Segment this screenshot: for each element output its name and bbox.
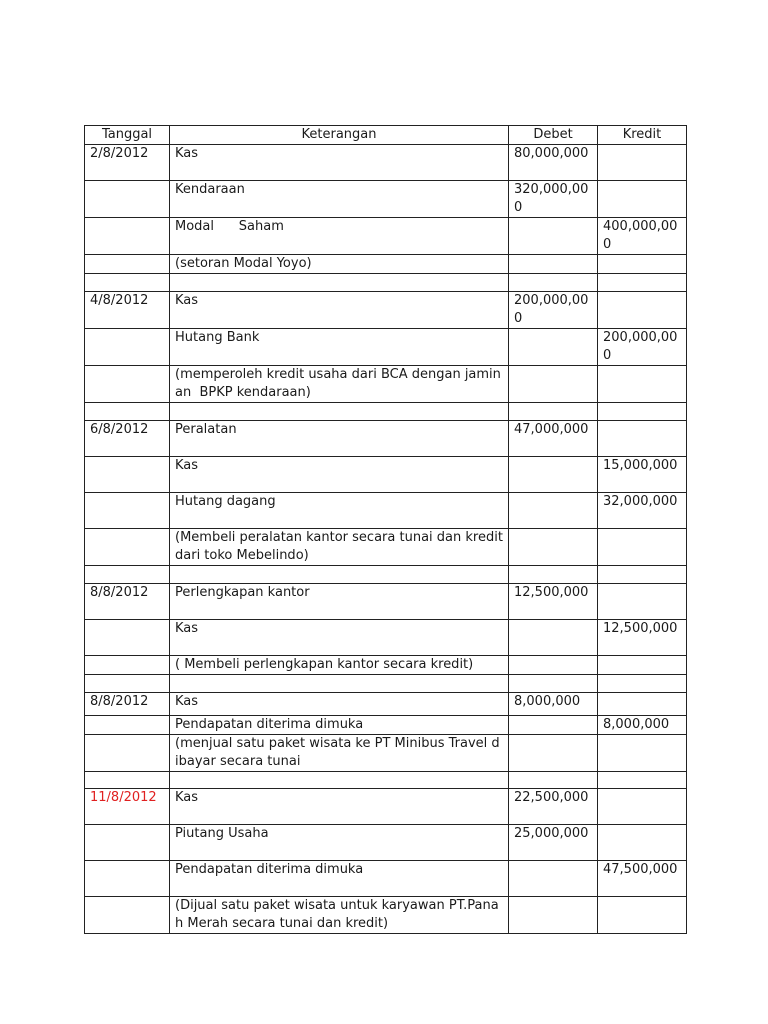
cell-debet: 47,000,000 — [509, 421, 598, 457]
cell-kredit — [598, 181, 687, 218]
table-row — [85, 566, 687, 584]
cell-keterangan — [170, 772, 509, 789]
table-row — [85, 897, 687, 934]
cell-tanggal — [85, 656, 170, 675]
cell-debet: 320,000,000 — [509, 181, 598, 218]
table-row — [85, 789, 687, 825]
cell-keterangan: (Membeli peralatan kantor secara tunai dan kredit dari toko Mebelindo) — [170, 529, 509, 566]
cell-debet: 12,500,000 — [509, 584, 598, 620]
cell-debet — [509, 403, 598, 421]
table-row — [85, 656, 687, 675]
table-row — [85, 772, 687, 789]
table-row — [85, 529, 687, 566]
cell-keterangan: Kas — [170, 693, 509, 716]
cell-debet — [509, 529, 598, 566]
cell-keterangan — [170, 274, 509, 292]
cell-debet — [509, 255, 598, 274]
cell-tanggal: 4/8/2012 — [85, 292, 170, 329]
cell-tanggal — [85, 897, 170, 934]
cell-debet — [509, 656, 598, 675]
header-keterangan: Keterangan — [170, 126, 509, 145]
cell-tanggal — [85, 620, 170, 656]
cell-kredit — [598, 421, 687, 457]
table-row — [85, 457, 687, 493]
cell-kredit — [598, 897, 687, 934]
table-row — [85, 329, 687, 366]
cell-tanggal — [85, 255, 170, 274]
cell-tanggal — [85, 735, 170, 772]
cell-tanggal — [85, 493, 170, 529]
cell-tanggal: 8/8/2012 — [85, 693, 170, 716]
cell-debet — [509, 897, 598, 934]
cell-keterangan: Kendaraan — [170, 181, 509, 218]
cell-kredit — [598, 789, 687, 825]
cell-debet — [509, 218, 598, 255]
cell-tanggal — [85, 675, 170, 693]
cell-keterangan: Kas — [170, 457, 509, 493]
cell-tanggal — [85, 566, 170, 584]
cell-debet — [509, 274, 598, 292]
cell-keterangan: Peralatan — [170, 421, 509, 457]
cell-debet: 25,000,000 — [509, 825, 598, 861]
table-row — [85, 735, 687, 772]
table-row — [85, 292, 687, 329]
cell-tanggal — [85, 274, 170, 292]
cell-debet — [509, 566, 598, 584]
header-row — [85, 126, 687, 145]
cell-kredit — [598, 656, 687, 675]
table-row — [85, 255, 687, 274]
cell-tanggal — [85, 329, 170, 366]
header-kredit: Kredit — [598, 126, 687, 145]
cell-keterangan: Hutang Bank — [170, 329, 509, 366]
cell-keterangan: Kas — [170, 145, 509, 181]
cell-kredit — [598, 274, 687, 292]
cell-kredit — [598, 145, 687, 181]
cell-keterangan: Hutang dagang — [170, 493, 509, 529]
cell-kredit: 32,000,000 — [598, 493, 687, 529]
cell-tanggal — [85, 529, 170, 566]
cell-debet — [509, 366, 598, 403]
table-row — [85, 421, 687, 457]
cell-debet — [509, 493, 598, 529]
cell-kredit — [598, 529, 687, 566]
cell-tanggal — [85, 366, 170, 403]
cell-debet — [509, 675, 598, 693]
cell-tanggal: 11/8/2012 — [85, 789, 170, 825]
cell-kredit — [598, 693, 687, 716]
cell-debet: 80,000,000 — [509, 145, 598, 181]
header-tanggal: Tanggal — [85, 126, 170, 145]
cell-keterangan: ( Membeli perlengkapan kantor secara kredit) — [170, 656, 509, 675]
cell-keterangan: Kas — [170, 292, 509, 329]
cell-tanggal — [85, 716, 170, 735]
cell-tanggal — [85, 218, 170, 255]
cell-keterangan — [170, 403, 509, 421]
table-row — [85, 366, 687, 403]
cell-debet: 8,000,000 — [509, 693, 598, 716]
cell-kredit: 200,000,000 — [598, 329, 687, 366]
cell-debet — [509, 735, 598, 772]
cell-keterangan: (Dijual satu paket wisata untuk karyawan PT.Panah Merah secara tunai dan kredit) — [170, 897, 509, 934]
header-debet: Debet — [509, 126, 598, 145]
table-row — [85, 825, 687, 861]
cell-keterangan: (menjual satu paket wisata ke PT Minibus Travel dibayar secara tunai — [170, 735, 509, 772]
cell-debet — [509, 329, 598, 366]
cell-tanggal — [85, 457, 170, 493]
cell-keterangan: Pendapatan diterima dimuka — [170, 861, 509, 897]
table-row — [85, 403, 687, 421]
table-row — [85, 675, 687, 693]
cell-kredit — [598, 566, 687, 584]
cell-kredit — [598, 584, 687, 620]
cell-debet — [509, 457, 598, 493]
table-row — [85, 181, 687, 218]
cell-tanggal — [85, 403, 170, 421]
cell-kredit — [598, 255, 687, 274]
cell-keterangan: (memperoleh kredit usaha dari BCA dengan jaminan BPKP kendaraan) — [170, 366, 509, 403]
cell-kredit — [598, 403, 687, 421]
cell-keterangan: Kas — [170, 620, 509, 656]
journal-table — [84, 125, 687, 934]
cell-kredit — [598, 825, 687, 861]
table-row — [85, 145, 687, 181]
cell-keterangan: Pendapatan diterima dimuka — [170, 716, 509, 735]
cell-keterangan: Perlengkapan kantor — [170, 584, 509, 620]
cell-keterangan: (setoran Modal Yoyo) — [170, 255, 509, 274]
cell-tanggal — [85, 861, 170, 897]
cell-kredit — [598, 292, 687, 329]
cell-keterangan: Kas — [170, 789, 509, 825]
cell-tanggal: 6/8/2012 — [85, 421, 170, 457]
table-row — [85, 861, 687, 897]
cell-keterangan: Modal Saham — [170, 218, 509, 255]
cell-kredit: 400,000,000 — [598, 218, 687, 255]
cell-kredit: 8,000,000 — [598, 716, 687, 735]
cell-debet — [509, 716, 598, 735]
cell-keterangan: Piutang Usaha — [170, 825, 509, 861]
cell-debet: 22,500,000 — [509, 789, 598, 825]
cell-tanggal — [85, 181, 170, 218]
cell-kredit — [598, 772, 687, 789]
table-row — [85, 274, 687, 292]
cell-debet — [509, 772, 598, 789]
cell-kredit — [598, 735, 687, 772]
cell-keterangan — [170, 675, 509, 693]
table-row — [85, 584, 687, 620]
cell-kredit — [598, 366, 687, 403]
cell-tanggal: 2/8/2012 — [85, 145, 170, 181]
cell-kredit: 12,500,000 — [598, 620, 687, 656]
table-row — [85, 218, 687, 255]
cell-debet: 200,000,000 — [509, 292, 598, 329]
cell-kredit — [598, 675, 687, 693]
cell-tanggal — [85, 772, 170, 789]
cell-debet — [509, 620, 598, 656]
table-row — [85, 693, 687, 716]
cell-debet — [509, 861, 598, 897]
table-row — [85, 493, 687, 529]
cell-kredit: 47,500,000 — [598, 861, 687, 897]
table-row — [85, 716, 687, 735]
cell-keterangan — [170, 566, 509, 584]
table-row — [85, 620, 687, 656]
cell-tanggal: 8/8/2012 — [85, 584, 170, 620]
cell-kredit: 15,000,000 — [598, 457, 687, 493]
cell-tanggal — [85, 825, 170, 861]
